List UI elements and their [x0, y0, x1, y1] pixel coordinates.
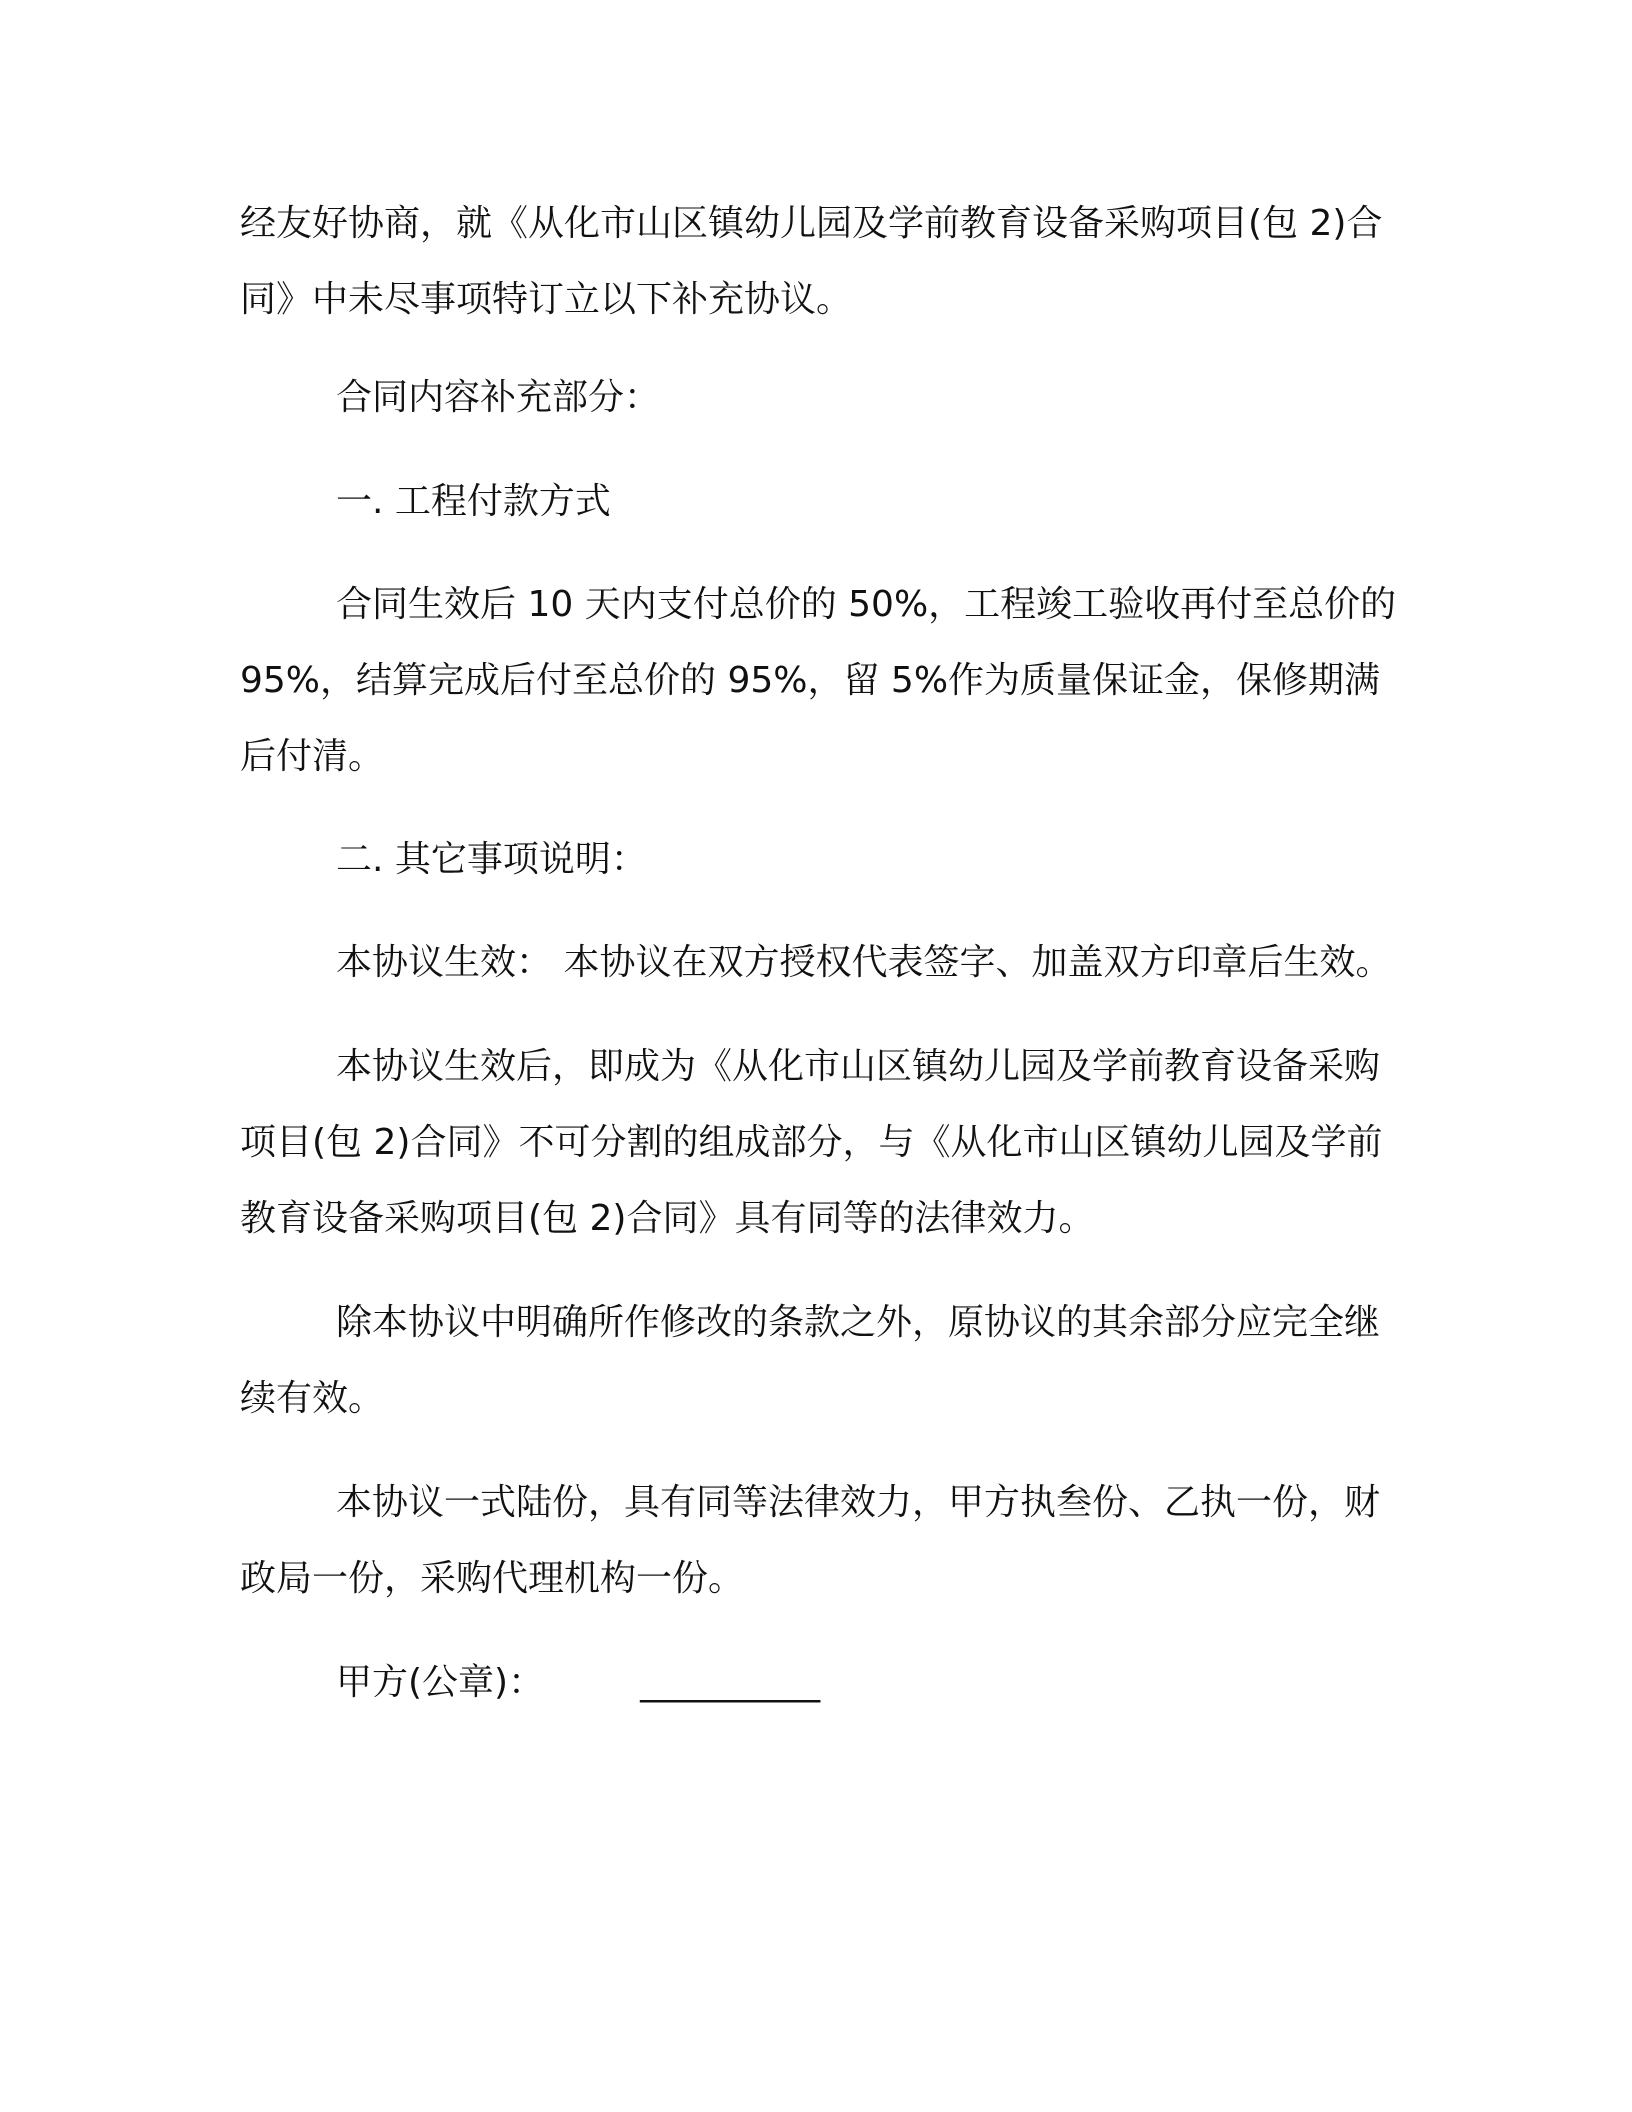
party-a-signature-blank: __________: [640, 1662, 821, 1703]
supplement-heading: 合同内容补充部分：: [336, 377, 661, 418]
payment-terms-paragraph: 合同生效后 10 天内支付总价的 50%，工程竣工验收再付至总价的 95%，结算完成后付至总价的 95%，留 5%作为质量保证金，保修期满后付清。: [240, 584, 1397, 777]
section-two-heading: 二. 其它事项说明：: [336, 839, 647, 880]
effectiveness-paragraph: 本协议生效： 本协议在双方授权代表签字、加盖双方印章后生效。: [336, 942, 1392, 983]
section-one-heading: 一. 工程付款方式: [336, 481, 611, 522]
remaining-validity-paragraph: 除本协议中明确所作修改的条款之外，原协议的其余部分应完全继续有效。: [240, 1302, 1381, 1419]
intro-paragraph: 经友好协商，就《从化市山区镇幼儿园及学前教育设备采购项目(包 2)合同》中未尽事项特订立以下补充协议。: [240, 203, 1383, 320]
copies-paragraph: 本协议一式陆份，具有同等法律效力，甲方执叁份、乙执一份，财政局一份，采购代理机构一份。: [240, 1482, 1381, 1599]
party-a-signature: [240, 1645, 1400, 1721]
party-a-seal-label: 甲方(公章)：: [336, 1662, 545, 1703]
integral-part-paragraph: 本协议生效后，即成为《从化市山区镇幼儿园及学前教育设备采购项目(包 2)合同》不可分割的组成部分，与《从化市山区镇幼儿园及学前教育设备采购项目(包 2)合同》具有同等的法律效力。: [240, 1046, 1383, 1239]
